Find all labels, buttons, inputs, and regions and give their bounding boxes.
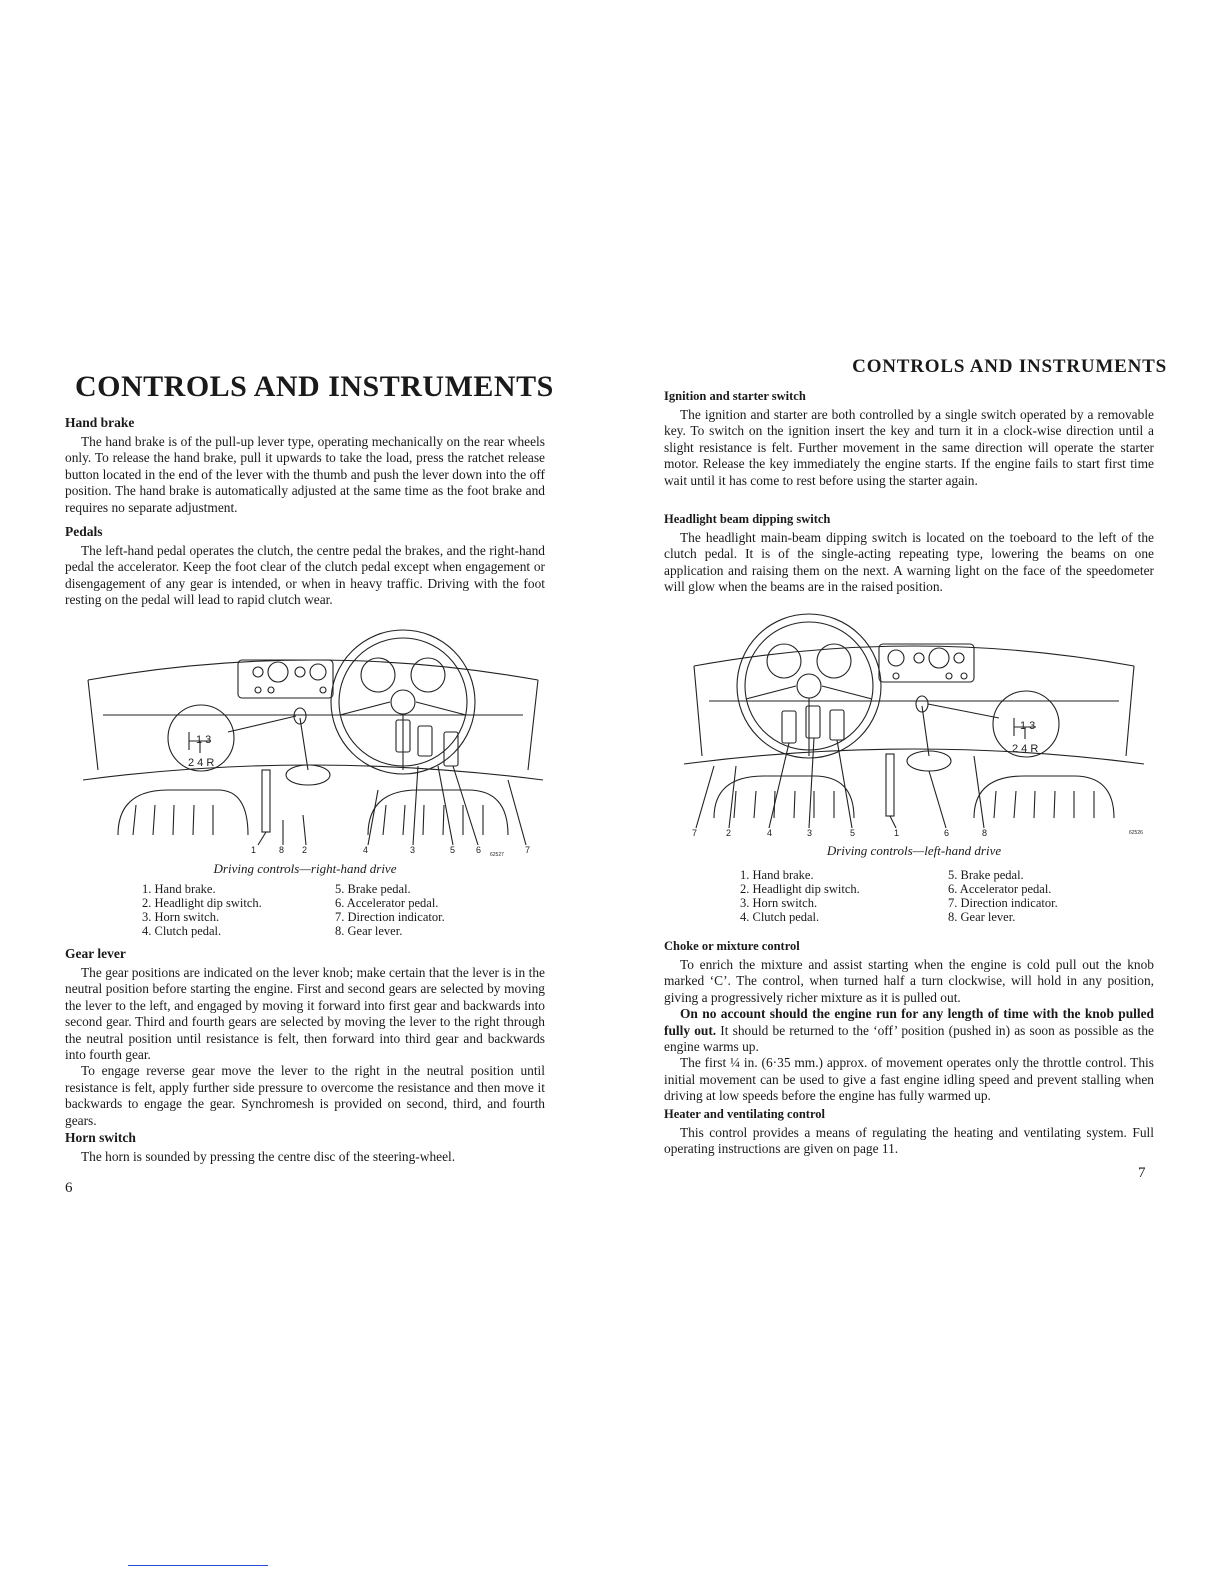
- legend-item: 5. Brake pedal.: [948, 868, 1024, 882]
- legend-item: 4. Clutch pedal.: [740, 910, 820, 924]
- legend-item: 6. Accelerator pedal.: [948, 882, 1052, 896]
- rhd-callout-5: 5: [450, 845, 456, 855]
- rhd-callout-6: 6: [476, 845, 482, 855]
- rhd-knob-top: 1 3: [196, 734, 212, 746]
- choke-heading: Choke or mixture control: [664, 939, 800, 953]
- rhd-callout-1: 1: [251, 845, 257, 855]
- rhd-controls-illustration: [78, 620, 548, 858]
- legend-item: 3. Horn switch.: [142, 910, 220, 924]
- lhd-callout-8: 8: [982, 828, 988, 838]
- legend-item: 7. Direction indicator.: [335, 910, 445, 924]
- headlight-heading: Headlight beam dipping switch: [664, 512, 831, 526]
- choke-section: [664, 939, 1154, 1105]
- legend-item: 5. Brake pedal.: [335, 882, 411, 896]
- rhd-knob-bottom: 2 4 R: [188, 757, 215, 769]
- legend-item: 6. Accelerator pedal.: [335, 896, 439, 910]
- pedals-section: [65, 524, 545, 609]
- rhd-figure-legend: [142, 882, 542, 942]
- pedals-text: The left-hand pedal operates the clutch, the centre pedal the brakes, and the right-hand pedal the accelerator. Keep the foot clear of the clutch pedal except when engagement or disengagement of any gear is intended, or when in heavy traffic. Driving with the foot resting on the pedal will lead to rapid clutch wear.: [65, 543, 545, 608]
- horn-switch-text: The horn is sounded by pressing the centre disc of the steering-wheel.: [81, 1149, 456, 1164]
- rhd-figure-caption: Driving controls—right-hand drive: [213, 861, 397, 876]
- horn-switch-heading: Horn switch: [65, 1130, 136, 1145]
- headlight-section: [664, 512, 1154, 596]
- choke-warning: [664, 1006, 1154, 1055]
- legend-item: 3. Horn switch.: [740, 896, 818, 910]
- ignition-heading: Ignition and starter switch: [664, 389, 806, 403]
- page-number: 6: [65, 1180, 73, 1196]
- legend-item: 2. Headlight dip switch.: [142, 896, 262, 910]
- heater-heading: Heater and ventilating control: [664, 1107, 825, 1121]
- page-number: 7: [1138, 1165, 1146, 1181]
- lhd-figure-caption: Driving controls—left-hand drive: [826, 843, 1002, 858]
- legend-item: 8. Gear lever.: [948, 910, 1016, 924]
- ignition-text: The ignition and starter are both controlled by a single switch operated by a removable key. To switch on the ignition insert the key and turn it in a clock-wise direction until a slight resistance is felt. Further movement in the same direction will operate the starter motor. Release the key immediately the engine starts. If the engine fails to start first time wait until it has come to rest before using the starter again.: [664, 407, 1154, 488]
- lhd-callout-4: 4: [767, 828, 773, 838]
- lhd-controls-illustration: [674, 606, 1154, 838]
- pedals-heading: Pedals: [65, 524, 103, 539]
- gear-lever-heading: Gear lever: [65, 946, 126, 961]
- link-underline: [128, 1565, 268, 1566]
- lhd-figure-ref: 62526: [1129, 830, 1143, 836]
- lhd-callout-3: 3: [807, 828, 813, 838]
- choke-warning-bold: On no account should the engine run for any length of time with the knob pulled fully out.: [664, 1006, 1154, 1038]
- legend-item: 8. Gear lever.: [335, 924, 403, 938]
- rhd-callout-7: 7: [525, 845, 531, 855]
- running-head: CONTROLS AND INSTRUMENTS: [852, 356, 1167, 377]
- legend-item: 4. Clutch pedal.: [142, 924, 222, 938]
- lhd-callout-7: 7: [692, 828, 698, 838]
- hand-brake-text: The hand brake is of the pull-up lever type, operating mechanically on the rear wheels only. To release the hand brake, pull it upwards to take the load, press the ratchet release button located in the end of the lever with the thumb and push the lever down into the off position. The hand brake is automatically adjusted at the same time as the foot brake and requires no separate adjustment.: [65, 434, 545, 515]
- gear-lever-section: [65, 946, 545, 1129]
- hand-brake-section: [65, 415, 545, 516]
- heater-section: [664, 1107, 1154, 1158]
- ignition-section: [664, 389, 1154, 489]
- lhd-callout-5: 5: [850, 828, 856, 838]
- rhd-callout-8: 8: [279, 845, 285, 855]
- lhd-callout-2: 2: [726, 828, 732, 838]
- choke-para-3: The first ¼ in. (6·35 mm.) approx. of movement operates only the throttle control. This initial movement can be used to give a fast engine idling speed and prevent stalling when driving at low speeds before the engine has fully warmed up.: [664, 1055, 1154, 1104]
- hand-brake-heading: Hand brake: [65, 415, 135, 430]
- legend-item: 1. Hand brake.: [740, 868, 814, 882]
- lhd-figure-legend: [740, 868, 1160, 928]
- rhd-callout-4: 4: [363, 845, 369, 855]
- lhd-knob-top: 1 3: [1020, 720, 1036, 732]
- choke-warning-rest: It should be returned to the ‘off’ position (pushed in) as soon as possible as the engine warms up.: [664, 1022, 1155, 1055]
- page-title: CONTROLS AND INSTRUMENTS: [75, 370, 554, 403]
- legend-item: 7. Direction indicator.: [948, 896, 1058, 910]
- legend-item: 2. Headlight dip switch.: [740, 882, 860, 896]
- gear-lever-para-1: The gear positions are indicated on the lever knob; make certain that the lever is in the neutral position before starting the engine. First and second gears are selected by moving the lever to the left, and engaged by moving it forward into first gear and backwards into second gear. Third and fourth gears are selected by moving the lever to the right through the neutral position until resistance is felt, then forward into third gear and backwards into fourth gear.: [65, 965, 545, 1063]
- legend-item: 1. Hand brake.: [142, 882, 216, 896]
- choke-para-1: To enrich the mixture and assist starting when the engine is cold pull out the knob marked ‘C’. The control, when turned half a turn clockwise, will hold in any position, giving a progressively richer mixture as it is pulled out.: [664, 957, 1154, 1005]
- rhd-callout-3: 3: [410, 845, 416, 855]
- rhd-figure-ref: 62527: [490, 852, 504, 858]
- horn-switch-section: [65, 1130, 545, 1165]
- heater-text: This control provides a means of regulating the heating and ventilating system. Full operating instructions are given on page 11.: [664, 1125, 1154, 1157]
- headlight-text: The headlight main-beam dipping switch is located on the toeboard to the left of the clutch pedal. It is of the single-acting repeating type, lowering the beams on one application and raising them on the next. A warning light on the face of the speedometer will glow when the beams are in the raised position.: [664, 530, 1154, 595]
- lhd-knob-bottom: 2 4 R: [1012, 743, 1039, 755]
- gear-lever-para-2: To engage reverse gear move the lever to the right in the neutral position until resistance is felt, apply further side pressure to overcome the resistance and then move it backwards to engage the gear. Synchromesh is provided on second, third, and fourth gears.: [65, 1063, 545, 1128]
- lhd-callout-1: 1: [894, 828, 900, 838]
- lhd-callout-6: 6: [944, 828, 950, 838]
- rhd-callout-2: 2: [302, 845, 308, 855]
